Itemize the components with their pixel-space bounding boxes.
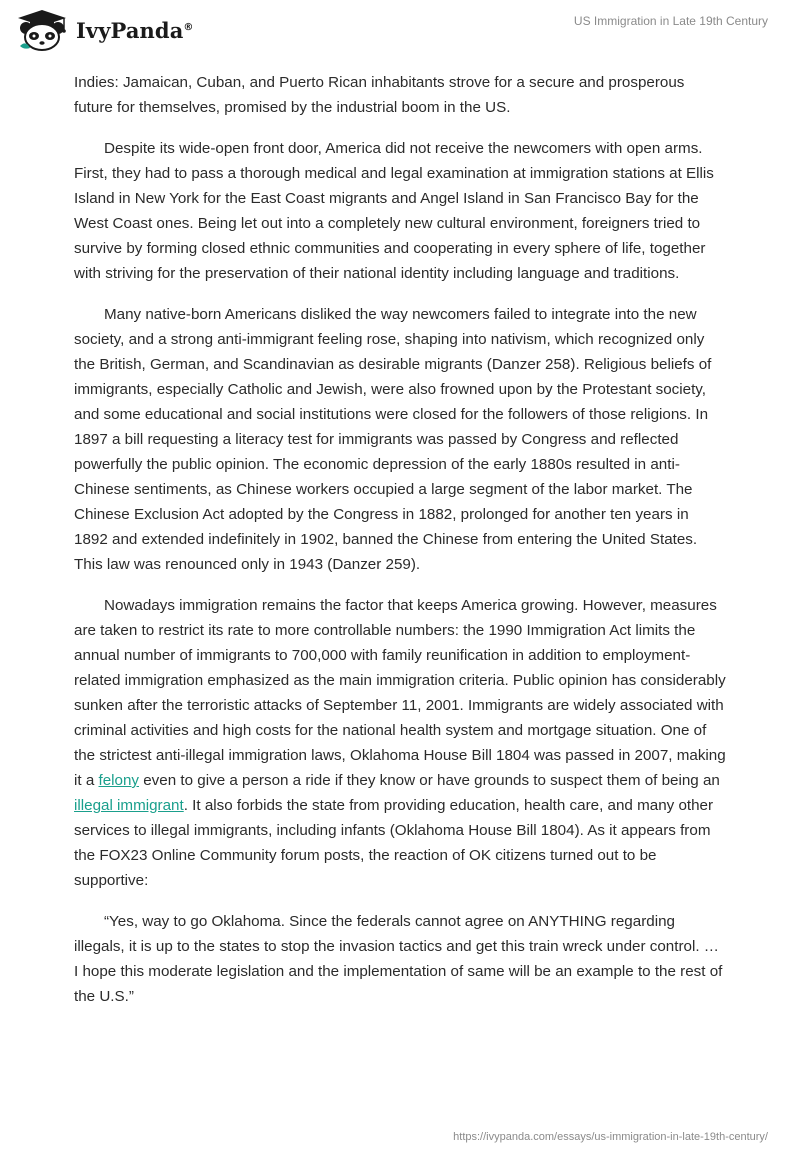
panda-mascot-icon — [14, 8, 70, 52]
page-header — [0, 0, 800, 60]
paragraph-3: Many native-born Americans disliked the way newcomers failed to integrate into the new society, and a strong anti-immigrant feeling rose, shaping into nativism, which recognized only the British, German, and Scandinavian as desirable migrants (Danzer 258). Religious beliefs of immigrants, especially Catholic and Jewish, were also frowned upon by the Protestant society, and some educational and social institutions were closed for the followers of those religions. In 1897 a bill requesting a literacy test for immigrants was passed by Congress and reflected powerfully the public opinion. The economic depression of the early 1880s resulted in anti-Chinese sentiments, as Chinese workers occupied a large segment of the labor market. The Chinese Exclusion Act adopted by the Congress in 1882, prolonged for another ten years in 1892 and extended indefinitely in 1902, banned the Chinese from entering the United States. This law was renounced only in 1943 (Danzer 259). — [74, 306, 712, 573]
document-title: US Immigration in Late 19th Century — [573, 14, 768, 28]
paragraph-1: Indies: Jamaican, Cuban, and Puerto Rican inhabitants strove for a secure and prosperous future for themselves, promised by the industrial boom in the US. — [74, 74, 685, 116]
source-url: https://ivypanda.com/essays/us-immigration-in-late-19th-century/ — [453, 1131, 768, 1143]
logo[interactable] — [14, 8, 194, 52]
brand-name: IvyPanda® — [76, 17, 194, 43]
paragraph-2: Despite its wide-open front door, America did not receive the newcomers with open arms. First, they had to pass a thorough medical and legal examination at immigration stations at Ellis Island in New York for the East Coast migrants and Angel Island in San Francisco Bay for the West Coast ones. Being let out into a completely new cultural environment, foreigners tried to survive by forming closed ethnic communities and cooperating in every sphere of life, together with striving for the preservation of their national identity including language and traditions. — [74, 140, 714, 282]
paragraph-4: Nowadays immigration remains the factor that keeps America growing. However, measures are taken to restrict its rate to more controllable numbers: the 1990 Immigration Act limits the annual number of immigrants to 700,000 with family reunification in addition to employment-related immigration emphasized as the main immigration criteria. Public opinion has considerably sunken after the terroristic attacks of September 11, 2001. Immigrants are widely associated with criminal activities and high costs for the national health system and mortgage situation. One of the strictest anti-illegal immigration laws, Oklahoma House Bill 1804 was passed in 2007, making it a felony even to give a person a ride if they know or have grounds to suspect them of being an illegal immigrant. It also forbids the state from providing education, health care, and many other services to illegal immigrants, including infants (Oklahoma House Bill 1804). As it appears from the FOX23 Online Community forum posts, the reaction of OK citizens turned out to be supportive: — [74, 597, 726, 889]
quote-paragraph: “Yes, way to go Oklahoma. Since the federals cannot agree on ANYTHING regarding illegals, it is up to the states to stop the invasion tactics and get this train wreck under control. … I hope this moderate legislation and the implementation of same will be an example to the rest of the U.S.” — [74, 913, 723, 1005]
illegal-immigrant-link[interactable]: illegal immigrant — [74, 797, 184, 814]
felony-link[interactable]: felony — [98, 772, 140, 789]
essay-body — [74, 70, 726, 1025]
